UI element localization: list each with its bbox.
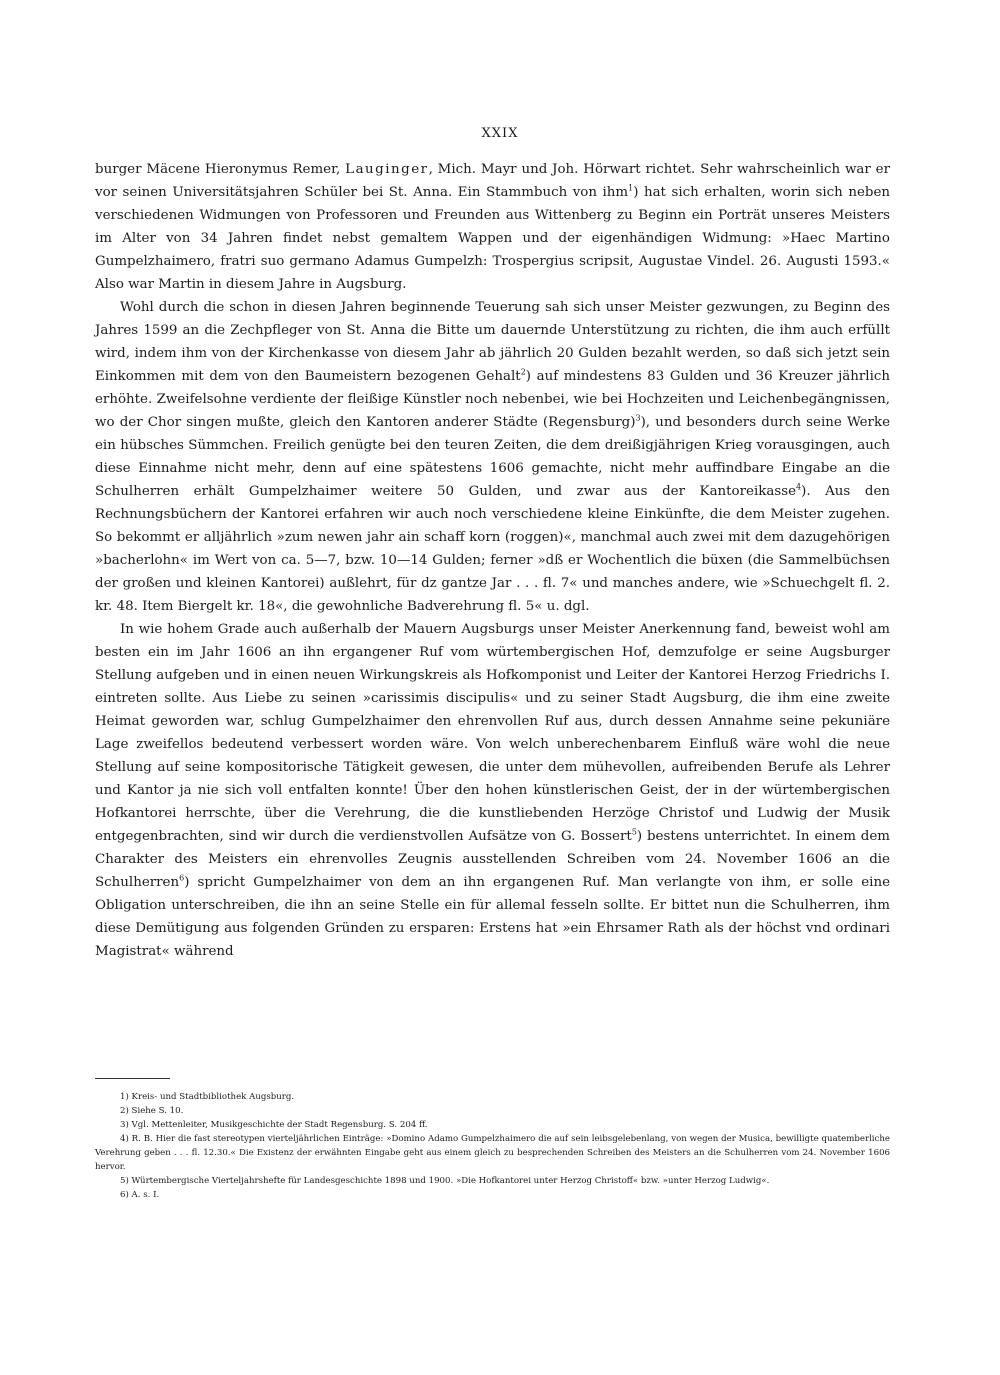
footnote-ref: 1: [628, 183, 634, 193]
footnote-2: 2) Siehe S. 10.: [120, 1106, 184, 1116]
footnote-3: 3) Vgl. Mettenleiter, Musikgeschichte der Stadt Regensburg. S. 204 ff.: [120, 1120, 428, 1130]
spaced-name: Lauginger: [345, 162, 429, 177]
body-text: [95, 158, 890, 963]
paragraph-3: In wie hohem Grade auch außerhalb der Mauern Augsburgs unser Meister Anerkennung fand, beweist wohl am besten ein im Jahr 1606 an ihn ergangener Ruf vom würtembergischen Hof, demzufolge er seine Augsburger Stellung aufgeben und in einen neuen Wirkungskreis als Hofkomponist und Leiter der Kantorei Herzog Friedrichs I. eintreten sollte. Aus Liebe zu seinen »carissimis discipulis« und zu seiner Stadt Augsburg, die ihm eine zweite Heimat geworden war, schlug Gumpelzhaimer den ehrenvollen Ruf aus, durch dessen Annahme seine pekuniäre Lage zweifellos bedeutend verbessert worden wäre. Von welch unberechenbarem Einfluß wäre wohl die neue Stellung auf seine kompositorische Tätigkeit gewesen, die unter dem mühevollen, aufreibenden Berufe als Lehrer und Kantor ja nie sich voll entfalten konnte! Über den hohen künstlerischen Geist, der in der würtembergischen Hofkantorei herrschte, über die Verehrung, die die kunstliebenden Herzöge Christof und Ludwig der Musik entgegenbrachten, sind wir durch die verdienstvollen Aufsätze von G. Bossert$^5$) bestens unterrichtet. In einem dem Charakter des Meisters ein ehrenvolles Zeugnis ausstellenden Schreiben vom 24. November 1606 an die Schulherren$^6$) spricht Gumpelzhaimer von dem an ihn ergangenen Ruf. Man verlangte von ihm, er solle eine Obligation unterschreiben, die ihn an seine Stelle ein für allemal fesseln sollte. Er bittet nun die Schulherren, ihm diese Demütigung aus folgenden Gründen zu ersparen: Erstens hat »ein Ehrsamer Rath als der höchst vnd ordinari Magistrat« während: [95, 622, 891, 959]
footnote-ref: 4: [796, 482, 802, 492]
footnote-ref: 2: [520, 367, 526, 377]
footnote-4: 4) R. B. Hier die fast stereotypen vierteljährlichen Einträge: »Domino Adamo Gumpelzhaimero die auf sein leibsgelebenlang, von wegen der Musica, bewilligte quatemberliche Verehrung geben . . . fl. 12.30.« Die Existenz der erwähnten Eingabe geht aus einem gleich zu besprechenden Schreiben des Meisters an die Schulherren vom 24. November 1606 hervor.: [95, 1134, 890, 1172]
footnote-ref: 6: [179, 873, 185, 883]
page-number: XXIX: [481, 126, 519, 141]
footnote-5: 5) Würtembergische Vierteljahrshefte für Landesgeschichte 1898 und 1900. »Die Hofkantorei unter Herzog Christoff« bzw. »unter Herzog Ludwig«.: [120, 1176, 770, 1186]
footnotes: [95, 1090, 890, 1202]
footnote-ref: 5: [631, 827, 637, 837]
footnote-6: 6) A. s. I.: [120, 1190, 160, 1200]
footnote-ref: 3: [635, 413, 641, 423]
footnote-1: 1) Kreis- und Stadtbibliothek Augsburg.: [120, 1092, 295, 1102]
paragraph-2: Wohl durch die schon in diesen Jahren beginnende Teuerung sah sich unser Meister gezwungen, zu Beginn des Jahres 1599 an die Zechpfleger von St. Anna die Bitte um dauernde Unterstützung zu richten, die ihm auch erfüllt wird, indem ihm von der Kirchenkasse von diesem Jahr ab jährlich 20 Gulden bezahlt werden, so daß sich jetzt sein Einkommen mit dem von den Baumeistern bezogenen Gehalt$^2$) auf mindestens 83 Gulden und 36 Kreuzer jährlich erhöhte. Zweifelsohne verdiente der fleißige Künstler noch nebenbei, wie bei Hochzeiten und Leichenbegängnissen, wo der Chor singen mußte, gleich den Kantoren anderer Städte (Regensburg)$^3$), und besonders durch seine Werke ein hübsches Sümmchen. Freilich genügte bei den teuren Zeiten, die dem dreißigjährigen Krieg vorausgingen, auch diese Einnahme nicht mehr, denn auf eine spätestens 1606 gemachte, nicht mehr auffindbare Eingabe an die Schulherren erhält Gumpelzhaimer weitere 50 Gulden, und zwar aus der Kantoreikasse$^4$). Aus den Rechnungsbüchern der Kantorei erfahren wir auch noch verschiedene kleine Einkünfte, die dem Meister zugehen. So bekommt er alljährlich »zum newen jahr ain schaff korn (roggen)«, manchmal auch zwei mit dem dazugehörigen »bacherlohn« im Wert von ca. 5—7, bzw. 10—14 Gulden; ferner »dß er Wochentlich die büxen (die Sammelbüchsen der großen und kleinen Kantorei) außlehrt, für dz gantze Jar . . . fl. 7« und manches andere, wie »Schuechgelt fl. 2. kr. 48. Item Biergelt kr. 18«, die gewohnliche Badverehrung fl. 5« u. dgl.: [95, 300, 891, 614]
footnote-divider: [95, 1078, 170, 1079]
paragraph-1: burger Mäcene Hieronymus Remer, Lauginger, Mich. Mayr und Joh. Hörwart richtet. Sehr wahrscheinlich war er vor seinen Universitätsjahren Schüler bei St. Anna. Ein Stammbuch von ihm$^1$) hat sich erhalten, worin sich neben verschiedenen Widmungen von Professoren und Freunden aus Wittenberg zu Beginn ein Porträt unseres Meisters im Alter von 34 Jahren findet nebst gemaltem Wappen und der eigenhändigen Widmung: »Haec Martino Gumpelzhaimero, fratri suo germano Adamus Gumpelzh: Trospergius scripsit, Augustae Vindel. 26. Augusti 1593.« Also war Martin in diesem Jahre in Augsburg.: [95, 162, 891, 292]
